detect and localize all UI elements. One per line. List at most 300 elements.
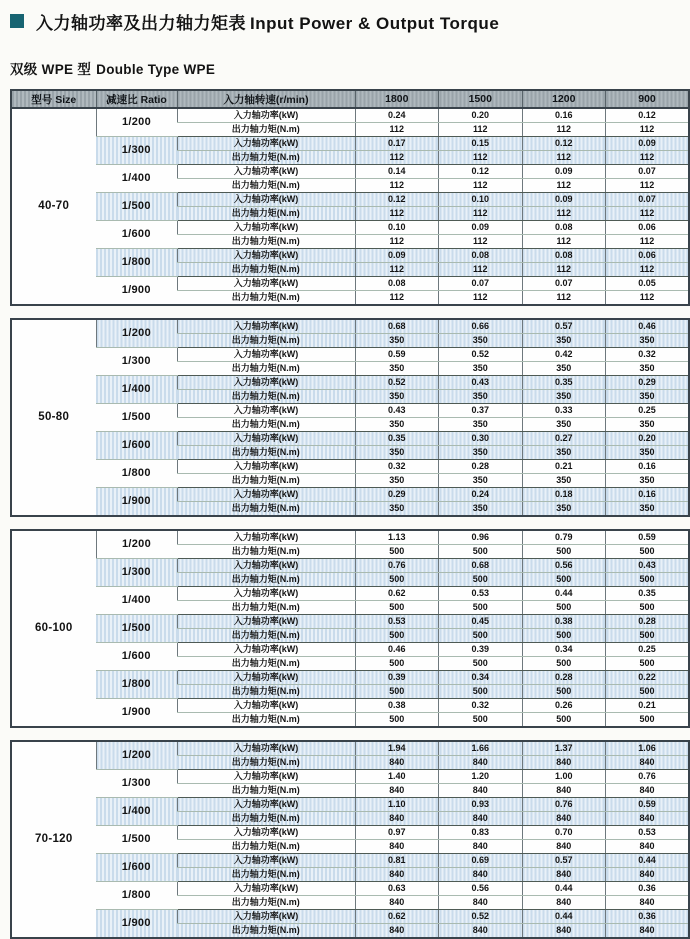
power-value: 0.42 [522, 348, 606, 362]
power-value: 0.63 [355, 882, 439, 896]
torque-value: 500 [439, 545, 523, 559]
subtitle-zh: 双级 WPE 型 [10, 62, 92, 77]
page-title-text [36, 9, 499, 34]
torque-value: 840 [439, 924, 523, 939]
page-title [10, 10, 690, 32]
row-label-power: 入力轴功率(kW) [177, 615, 355, 629]
torque-value: 112 [355, 123, 439, 137]
torque-value: 840 [355, 924, 439, 939]
power-value: 0.29 [355, 488, 439, 502]
power-value: 0.62 [355, 910, 439, 924]
power-value: 0.28 [439, 460, 523, 474]
torque-value: 350 [522, 446, 606, 460]
torque-value: 500 [522, 713, 606, 728]
torque-value: 112 [355, 151, 439, 165]
row-label-power: 入力轴功率(kW) [177, 671, 355, 685]
power-value: 0.25 [606, 404, 690, 418]
ratio-cell: 1/200 [96, 530, 177, 559]
ratio-cell: 1/300 [96, 137, 177, 165]
power-value: 0.69 [439, 854, 523, 868]
row-label-power: 入力轴功率(kW) [177, 348, 355, 362]
subtitle-en: Double Type WPE [96, 62, 216, 77]
torque-value: 112 [522, 123, 606, 137]
power-value: 0.14 [355, 165, 439, 179]
table-header-row [11, 90, 689, 108]
power-value: 0.76 [355, 559, 439, 573]
torque-value: 500 [522, 545, 606, 559]
ratio-cell: 1/200 [96, 108, 177, 137]
torque-value: 112 [355, 179, 439, 193]
torque-value: 350 [439, 502, 523, 517]
row-label-power: 入力轴功率(kW) [177, 770, 355, 784]
torque-value: 840 [522, 924, 606, 939]
torque-value: 500 [439, 713, 523, 728]
torque-value: 840 [606, 784, 690, 798]
table-row [11, 798, 689, 812]
torque-value: 500 [355, 601, 439, 615]
power-value: 0.39 [439, 643, 523, 657]
power-value: 0.06 [606, 221, 690, 235]
table-row [11, 699, 689, 713]
row-label-torque: 出力轴力矩(N.m) [177, 151, 355, 165]
ratio-cell: 1/400 [96, 798, 177, 826]
power-value: 0.36 [606, 882, 690, 896]
torque-value: 500 [606, 657, 690, 671]
ratio-cell: 1/600 [96, 432, 177, 460]
power-value: 1.94 [355, 741, 439, 756]
power-value: 0.83 [439, 826, 523, 840]
row-label-power: 入力轴功率(kW) [177, 460, 355, 474]
row-label-power: 入力轴功率(kW) [177, 699, 355, 713]
row-label-power: 入力轴功率(kW) [177, 376, 355, 390]
power-value: 0.07 [606, 193, 690, 207]
power-value: 0.52 [355, 376, 439, 390]
torque-value: 840 [439, 756, 523, 770]
torque-value: 840 [355, 784, 439, 798]
torque-value: 350 [606, 474, 690, 488]
ratio-cell: 1/900 [96, 277, 177, 306]
power-value: 0.29 [606, 376, 690, 390]
torque-value: 500 [439, 657, 523, 671]
power-value: 0.10 [439, 193, 523, 207]
spec-tables-container [10, 89, 688, 939]
row-label-power: 入力轴功率(kW) [177, 108, 355, 123]
row-label-power: 入力轴功率(kW) [177, 798, 355, 812]
page-title-en: Input Power & Output Torque [250, 13, 500, 33]
ratio-cell: 1/900 [96, 488, 177, 517]
power-value: 0.25 [606, 643, 690, 657]
row-label-torque: 出力轴力矩(N.m) [177, 924, 355, 939]
power-value: 0.44 [522, 910, 606, 924]
torque-value: 350 [522, 390, 606, 404]
torque-value: 350 [439, 334, 523, 348]
power-value: 0.15 [439, 137, 523, 151]
torque-value: 112 [522, 291, 606, 306]
header-speed-1500: 1500 [439, 90, 523, 108]
torque-value: 350 [355, 418, 439, 432]
torque-value: 112 [439, 123, 523, 137]
row-label-power: 入力轴功率(kW) [177, 277, 355, 291]
power-value: 0.20 [606, 432, 690, 446]
power-value: 0.21 [522, 460, 606, 474]
row-label-torque: 出力轴力矩(N.m) [177, 362, 355, 376]
row-label-torque: 出力轴力矩(N.m) [177, 235, 355, 249]
spec-table-50-80 [10, 318, 690, 517]
torque-value: 350 [439, 446, 523, 460]
spec-table-70-120 [10, 740, 690, 939]
torque-value: 112 [606, 123, 690, 137]
power-value: 0.35 [522, 376, 606, 390]
power-value: 1.40 [355, 770, 439, 784]
torque-value: 840 [355, 812, 439, 826]
power-value: 0.44 [606, 854, 690, 868]
torque-value: 350 [606, 362, 690, 376]
power-value: 0.09 [606, 137, 690, 151]
torque-value: 500 [355, 657, 439, 671]
torque-value: 112 [439, 151, 523, 165]
power-value: 0.22 [606, 671, 690, 685]
torque-value: 112 [606, 263, 690, 277]
ratio-cell: 1/800 [96, 882, 177, 910]
torque-value: 500 [355, 713, 439, 728]
power-value: 0.28 [606, 615, 690, 629]
power-value: 1.20 [439, 770, 523, 784]
power-value: 0.18 [522, 488, 606, 502]
power-value: 0.52 [439, 348, 523, 362]
torque-value: 500 [606, 545, 690, 559]
torque-value: 500 [606, 685, 690, 699]
power-value: 0.17 [355, 137, 439, 151]
torque-value: 500 [355, 545, 439, 559]
ratio-cell: 1/400 [96, 165, 177, 193]
torque-value: 500 [355, 629, 439, 643]
power-value: 0.07 [439, 277, 523, 291]
power-value: 0.52 [439, 910, 523, 924]
table-row [11, 643, 689, 657]
row-label-torque: 出力轴力矩(N.m) [177, 756, 355, 770]
torque-value: 840 [606, 756, 690, 770]
header-ratio: 减速比 Ratio [96, 90, 177, 108]
power-value: 0.10 [355, 221, 439, 235]
header-speed-1200: 1200 [522, 90, 606, 108]
size-cell: 70-120 [11, 741, 96, 938]
table-row [11, 559, 689, 573]
power-value: 0.56 [522, 559, 606, 573]
ratio-cell: 1/300 [96, 559, 177, 587]
torque-value: 840 [606, 896, 690, 910]
torque-value: 840 [606, 868, 690, 882]
power-value: 0.26 [522, 699, 606, 713]
torque-value: 112 [522, 151, 606, 165]
spec-table-40-70 [10, 89, 690, 306]
power-value: 0.68 [439, 559, 523, 573]
torque-value: 500 [355, 685, 439, 699]
ratio-cell: 1/600 [96, 221, 177, 249]
power-value: 0.44 [522, 882, 606, 896]
power-value: 0.12 [522, 137, 606, 151]
row-label-power: 入力轴功率(kW) [177, 432, 355, 446]
torque-value: 112 [522, 207, 606, 221]
torque-value: 350 [355, 334, 439, 348]
power-value: 0.44 [522, 587, 606, 601]
torque-value: 112 [606, 291, 690, 306]
table-row [11, 882, 689, 896]
header-size: 型号 Size [11, 90, 96, 108]
power-value: 0.96 [439, 530, 523, 545]
ratio-cell: 1/800 [96, 460, 177, 488]
row-label-torque: 出力轴力矩(N.m) [177, 840, 355, 854]
row-label-power: 入力轴功率(kW) [177, 165, 355, 179]
torque-value: 500 [522, 601, 606, 615]
table-row [11, 348, 689, 362]
row-label-power: 入力轴功率(kW) [177, 530, 355, 545]
power-value: 0.05 [606, 277, 690, 291]
table-row [11, 826, 689, 840]
row-label-torque: 出力轴力矩(N.m) [177, 123, 355, 137]
torque-value: 112 [439, 235, 523, 249]
power-value: 0.68 [355, 319, 439, 334]
row-label-torque: 出力轴力矩(N.m) [177, 446, 355, 460]
row-label-torque: 出力轴力矩(N.m) [231, 292, 300, 302]
torque-value: 112 [606, 151, 690, 165]
table-row [11, 249, 689, 263]
header-input-speed: 入力轴转速(r/min) [177, 90, 355, 108]
row-label-torque: 出力轴力矩(N.m) [177, 896, 355, 910]
table-row [11, 165, 689, 179]
ratio-cell: 1/200 [96, 741, 177, 770]
row-label-power: 入力轴功率(kW) [177, 249, 355, 263]
power-value: 0.16 [522, 108, 606, 123]
torque-value: 500 [439, 685, 523, 699]
ratio-cell: 1/200 [96, 319, 177, 348]
power-value: 0.08 [522, 249, 606, 263]
torque-value: 350 [439, 390, 523, 404]
power-value: 0.32 [606, 348, 690, 362]
torque-value: 350 [355, 390, 439, 404]
power-value: 0.56 [439, 882, 523, 896]
power-value: 0.59 [606, 798, 690, 812]
torque-value: 840 [522, 812, 606, 826]
power-value: 0.37 [439, 404, 523, 418]
power-value: 0.39 [355, 671, 439, 685]
torque-value: 500 [606, 713, 690, 728]
power-value: 0.24 [439, 488, 523, 502]
power-value: 0.53 [355, 615, 439, 629]
torque-value: 112 [355, 263, 439, 277]
row-label-torque: 出力轴力矩(N.m) [177, 390, 355, 404]
torque-value: 840 [522, 784, 606, 798]
torque-value: 350 [439, 362, 523, 376]
power-value: 0.38 [355, 699, 439, 713]
table-row [11, 193, 689, 207]
torque-value: 840 [355, 756, 439, 770]
row-label-torque: 出力轴力矩(N.m) [177, 629, 355, 643]
torque-value: 350 [606, 390, 690, 404]
power-value: 0.30 [439, 432, 523, 446]
torque-value: 350 [522, 502, 606, 517]
row-label-torque: 出力轴力矩(N.m) [177, 334, 355, 348]
row-label-power: 入力轴功率(kW) [177, 643, 355, 657]
torque-value: 350 [522, 334, 606, 348]
torque-value: 500 [355, 573, 439, 587]
torque-value: 840 [522, 756, 606, 770]
row-label-power: 入力轴功率(kW) [177, 193, 355, 207]
row-label-power: 入力轴功率(kW) [177, 882, 355, 896]
torque-value: 840 [522, 868, 606, 882]
torque-value: 112 [439, 291, 523, 306]
table-row [11, 108, 689, 123]
row-label-power: 入力轴功率(kW) [177, 559, 355, 573]
power-value: 0.53 [439, 587, 523, 601]
row-label-torque: 出力轴力矩(N.m) [231, 714, 300, 724]
power-value: 1.10 [355, 798, 439, 812]
torque-value: 350 [522, 362, 606, 376]
size-cell: 60-100 [11, 530, 96, 727]
power-value: 0.76 [522, 798, 606, 812]
row-label-power: 入力轴功率(kW) [177, 488, 355, 502]
torque-value: 112 [522, 235, 606, 249]
row-label-torque: 出力轴力矩(N.m) [177, 657, 355, 671]
table-row [11, 671, 689, 685]
power-value: 0.08 [355, 277, 439, 291]
torque-value: 840 [522, 840, 606, 854]
power-value: 0.45 [439, 615, 523, 629]
torque-value: 112 [355, 291, 439, 306]
power-value: 0.93 [439, 798, 523, 812]
ratio-cell: 1/300 [96, 348, 177, 376]
power-value: 0.62 [355, 587, 439, 601]
row-label-torque: 出力轴力矩(N.m) [177, 784, 355, 798]
torque-value: 840 [606, 812, 690, 826]
torque-value: 840 [439, 784, 523, 798]
row-label-power: 入力轴功率(kW) [177, 826, 355, 840]
table-row [11, 432, 689, 446]
row-label-power: 入力轴功率(kW) [177, 854, 355, 868]
ratio-cell: 1/500 [96, 193, 177, 221]
torque-value: 112 [522, 263, 606, 277]
table-row [11, 319, 689, 334]
ratio-cell: 1/500 [96, 615, 177, 643]
torque-value: 350 [355, 446, 439, 460]
torque-value: 840 [439, 896, 523, 910]
row-label-power: 入力轴功率(kW) [177, 910, 355, 924]
power-value: 0.09 [522, 193, 606, 207]
table-row [11, 770, 689, 784]
power-value: 0.32 [355, 460, 439, 474]
row-label-torque: 出力轴力矩(N.m) [177, 502, 355, 517]
torque-value: 840 [439, 868, 523, 882]
torque-value: 500 [606, 601, 690, 615]
power-value: 0.43 [606, 559, 690, 573]
power-value: 0.46 [606, 319, 690, 334]
table-row [11, 404, 689, 418]
row-label-torque: 出力轴力矩(N.m) [177, 573, 355, 587]
power-value: 0.09 [522, 165, 606, 179]
row-label-power: 入力轴功率(kW) [177, 404, 355, 418]
table-row [11, 488, 689, 502]
torque-value: 112 [522, 179, 606, 193]
power-value: 0.79 [522, 530, 606, 545]
ratio-cell: 1/600 [96, 643, 177, 671]
row-label-power: 入力轴功率(kW) [177, 137, 355, 151]
torque-value: 350 [355, 474, 439, 488]
power-value: 0.24 [355, 108, 439, 123]
power-value: 0.08 [439, 249, 523, 263]
torque-value: 840 [439, 812, 523, 826]
power-value: 0.21 [606, 699, 690, 713]
power-value: 0.76 [606, 770, 690, 784]
power-value: 0.70 [522, 826, 606, 840]
row-label-torque: 出力轴力矩(N.m) [177, 418, 355, 432]
power-value: 0.09 [439, 221, 523, 235]
section-subtitle [10, 58, 690, 78]
torque-value: 112 [355, 207, 439, 221]
row-label-power: 入力轴功率(kW) [177, 221, 355, 235]
power-value: 0.38 [522, 615, 606, 629]
power-value: 0.16 [606, 488, 690, 502]
power-value: 0.43 [439, 376, 523, 390]
power-value: 0.12 [439, 165, 523, 179]
table-row [11, 277, 689, 291]
power-value: 1.13 [355, 530, 439, 545]
power-value: 0.07 [606, 165, 690, 179]
torque-value: 112 [355, 235, 439, 249]
ratio-cell: 1/500 [96, 404, 177, 432]
torque-value: 112 [606, 235, 690, 249]
row-label-torque: 出力轴力矩(N.m) [177, 868, 355, 882]
row-label-torque: 出力轴力矩(N.m) [177, 685, 355, 699]
torque-value: 350 [439, 418, 523, 432]
torque-value: 112 [439, 207, 523, 221]
row-label-torque: 出力轴力矩(N.m) [177, 263, 355, 277]
power-value: 0.34 [439, 671, 523, 685]
torque-value: 350 [606, 446, 690, 460]
spec-table-60-100 [10, 529, 690, 728]
torque-value: 350 [606, 418, 690, 432]
torque-value: 840 [355, 840, 439, 854]
power-value: 0.36 [606, 910, 690, 924]
ratio-cell: 1/500 [96, 826, 177, 854]
power-value: 0.12 [355, 193, 439, 207]
torque-value: 350 [522, 418, 606, 432]
table-row [11, 587, 689, 601]
torque-value: 840 [606, 924, 690, 939]
power-value: 0.46 [355, 643, 439, 657]
row-label-torque: 出力轴力矩(N.m) [177, 474, 355, 488]
torque-value: 840 [355, 896, 439, 910]
power-value: 0.57 [522, 319, 606, 334]
power-value: 1.66 [439, 741, 523, 756]
power-value: 0.28 [522, 671, 606, 685]
power-value: 0.57 [522, 854, 606, 868]
ratio-cell: 1/400 [96, 376, 177, 404]
row-label-power: 入力轴功率(kW) [177, 319, 355, 334]
power-value: 0.16 [606, 460, 690, 474]
table-row [11, 854, 689, 868]
title-bullet-icon [10, 14, 24, 28]
power-value: 0.32 [439, 699, 523, 713]
row-label-torque: 出力轴力矩(N.m) [177, 207, 355, 221]
torque-value: 500 [439, 573, 523, 587]
power-value: 0.59 [606, 530, 690, 545]
power-value: 0.35 [355, 432, 439, 446]
power-value: 0.34 [522, 643, 606, 657]
power-value: 0.33 [522, 404, 606, 418]
page-title-zh: 入力轴功率及出力轴力矩表 [36, 13, 246, 33]
power-value: 0.81 [355, 854, 439, 868]
torque-value: 112 [606, 179, 690, 193]
row-label-torque: 出力轴力矩(N.m) [177, 545, 355, 559]
